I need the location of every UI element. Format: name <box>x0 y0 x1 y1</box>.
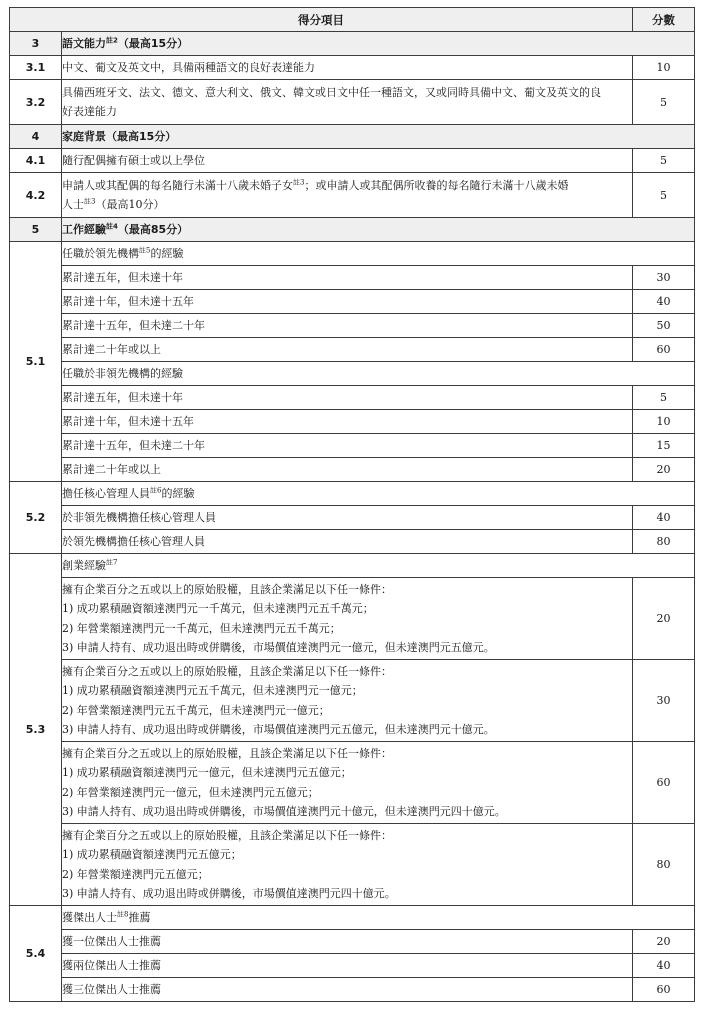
item-text: 累計達五年，但未達十年 <box>62 266 633 290</box>
item-score: 80 <box>633 824 695 906</box>
table-row <box>10 660 695 742</box>
item-text: 申請人或其配偶的每名隨行未滿十八歲未婚子女$^{註3}$；或申請人或其配偶所收養的每名隨行未滿十八歲未婚 人士$^{註3}$（最高10分） <box>62 173 633 218</box>
item-text: 擁有企業百分之五或以上的原始股權，且該企業滿足以下任一條件： 1) 成功累積融資額達澳門元五億元； 2) 年營業額達澳門元五億元； 3) 申請人持有、成功退出時或併購後，市場價值達澳門元四十億元。 <box>62 824 633 906</box>
item-text: 獲兩位傑出人士推薦 <box>62 954 633 978</box>
item-number: 3.1 <box>10 56 62 80</box>
table-row <box>10 458 695 482</box>
table-row <box>10 173 695 218</box>
section-title: 家庭背景（最高15分） <box>62 125 695 149</box>
footnote-ref: 註7 <box>106 558 118 567</box>
table-row <box>10 434 695 458</box>
item-text: 獲三位傑出人士推薦 <box>62 978 633 1002</box>
item-score: 30 <box>633 660 695 742</box>
section-row-4 <box>10 125 695 149</box>
table-row <box>10 56 695 80</box>
item-score: 15 <box>633 434 695 458</box>
table-header-row <box>10 8 695 32</box>
item-text: 累計達二十年或以上 <box>62 458 633 482</box>
subsection-header: 獲傑出人士$^{註8}$推薦 <box>62 906 695 930</box>
item-score: 20 <box>633 458 695 482</box>
subsection-header: 創業經驗$^{註7}$ <box>62 554 695 578</box>
item-text: 累計達五年，但未達十年 <box>62 386 633 410</box>
subsection-header: 擔任核心管理人員$^{註6}$的經驗 <box>62 482 695 506</box>
table-row <box>10 314 695 338</box>
table-row <box>10 930 695 954</box>
item-score: 10 <box>633 56 695 80</box>
subsection-header-row <box>10 362 695 386</box>
section-row-3 <box>10 32 695 56</box>
table-row <box>10 149 695 173</box>
item-score: 40 <box>633 506 695 530</box>
item-number: 5.2 <box>10 482 62 554</box>
section-title: 語文能力$^{註2}$（最高15分） <box>62 32 695 56</box>
item-text: 中文、葡文及英文中，具備兩種語文的良好表達能力 <box>62 56 633 80</box>
table-row <box>10 506 695 530</box>
section-number: 3 <box>10 32 62 56</box>
item-score: 5 <box>633 80 695 125</box>
item-text: 隨行配偶擁有碩士或以上學位 <box>62 149 633 173</box>
subsection-header: 任職於領先機構$^{註5}$的經驗 <box>62 242 695 266</box>
table-row <box>10 578 695 660</box>
subsection-header-row <box>10 906 695 930</box>
item-text: 累計達十五年，但未達二十年 <box>62 314 633 338</box>
item-number: 3.2 <box>10 80 62 125</box>
table-row <box>10 338 695 362</box>
footnote-ref: 註4 <box>106 222 118 231</box>
item-score: 80 <box>633 530 695 554</box>
item-number: 5.1 <box>10 242 62 482</box>
subsection-header-row <box>10 482 695 506</box>
item-score: 20 <box>633 930 695 954</box>
table-row <box>10 80 695 125</box>
table-row <box>10 530 695 554</box>
item-number: 4.1 <box>10 149 62 173</box>
item-score: 40 <box>633 954 695 978</box>
item-score: 30 <box>633 266 695 290</box>
item-text: 於非領先機構擔任核心管理人員 <box>62 506 633 530</box>
item-number: 4.2 <box>10 173 62 218</box>
section-number: 5 <box>10 218 62 242</box>
item-text: 擁有企業百分之五或以上的原始股權，且該企業滿足以下任一條件： 1) 成功累積融資額達澳門元五千萬元，但未達澳門元一億元； 2) 年營業額達澳門元五千萬元，但未達澳門元一億元； 3) 申請人持有、成功退出時或併購後，市場價值達澳門元五億元，但未達澳門元十億元。 <box>62 660 633 742</box>
item-score: 5 <box>633 149 695 173</box>
item-text: 擁有企業百分之五或以上的原始股權，且該企業滿足以下任一條件： 1) 成功累積融資額達澳門元一億元，但未達澳門元五億元； 2) 年營業額達澳門元一億元，但未達澳門元五億元； 3) 申請人持有、成功退出時或併購後，市場價值達澳門元十億元，但未達澳門元四十億元。 <box>62 742 633 824</box>
footnote-ref: 註5 <box>139 246 151 255</box>
item-number: 5.4 <box>10 906 62 1002</box>
footnote-ref: 註3 <box>293 177 305 186</box>
footnote-ref: 註8 <box>117 910 129 919</box>
header-score: 分數 <box>633 8 695 32</box>
item-text: 具備西班牙文、法文、德文、意大利文、俄文、韓文或日文中任一種語文，又或同時具備中文、葡文及英文的良 好表達能力 <box>62 80 633 125</box>
item-text: 累計達十年，但未達十五年 <box>62 410 633 434</box>
item-score: 60 <box>633 338 695 362</box>
subsection-header-row <box>10 554 695 578</box>
item-number: 5.3 <box>10 554 62 906</box>
item-score: 20 <box>633 578 695 660</box>
table-row <box>10 410 695 434</box>
item-score: 60 <box>633 742 695 824</box>
item-score: 50 <box>633 314 695 338</box>
table-row <box>10 290 695 314</box>
item-score: 10 <box>633 410 695 434</box>
table-row <box>10 824 695 906</box>
footnote-ref: 註3 <box>84 197 96 206</box>
item-text: 累計達十年，但未達十五年 <box>62 290 633 314</box>
scoring-table <box>9 7 695 1002</box>
table-row <box>10 266 695 290</box>
footnote-ref: 註2 <box>106 36 118 45</box>
item-score: 5 <box>633 173 695 218</box>
item-text: 累計達十五年，但未達二十年 <box>62 434 633 458</box>
header-item: 得分項目 <box>10 8 633 32</box>
section-row-5 <box>10 218 695 242</box>
table-row <box>10 954 695 978</box>
item-text: 獲一位傑出人士推薦 <box>62 930 633 954</box>
subsection-header: 任職於非領先機構的經驗 <box>62 362 695 386</box>
table-row <box>10 742 695 824</box>
table-row <box>10 386 695 410</box>
footnote-ref: 註6 <box>150 486 162 495</box>
item-score: 60 <box>633 978 695 1002</box>
item-score: 5 <box>633 386 695 410</box>
table-row <box>10 978 695 1002</box>
item-text: 累計達二十年或以上 <box>62 338 633 362</box>
subsection-header-row <box>10 242 695 266</box>
item-score: 40 <box>633 290 695 314</box>
item-text: 於領先機構擔任核心管理人員 <box>62 530 633 554</box>
section-number: 4 <box>10 125 62 149</box>
section-title: 工作經驗$^{註4}$（最高85分） <box>62 218 695 242</box>
item-text: 擁有企業百分之五或以上的原始股權，且該企業滿足以下任一條件： 1) 成功累積融資額達澳門元一千萬元，但未達澳門元五千萬元； 2) 年營業額達澳門元一千萬元，但未達澳門元五千萬元； 3) 申請人持有、成功退出時或併購後，市場價值達澳門元一億元，但未達澳門元五億元。 <box>62 578 633 660</box>
